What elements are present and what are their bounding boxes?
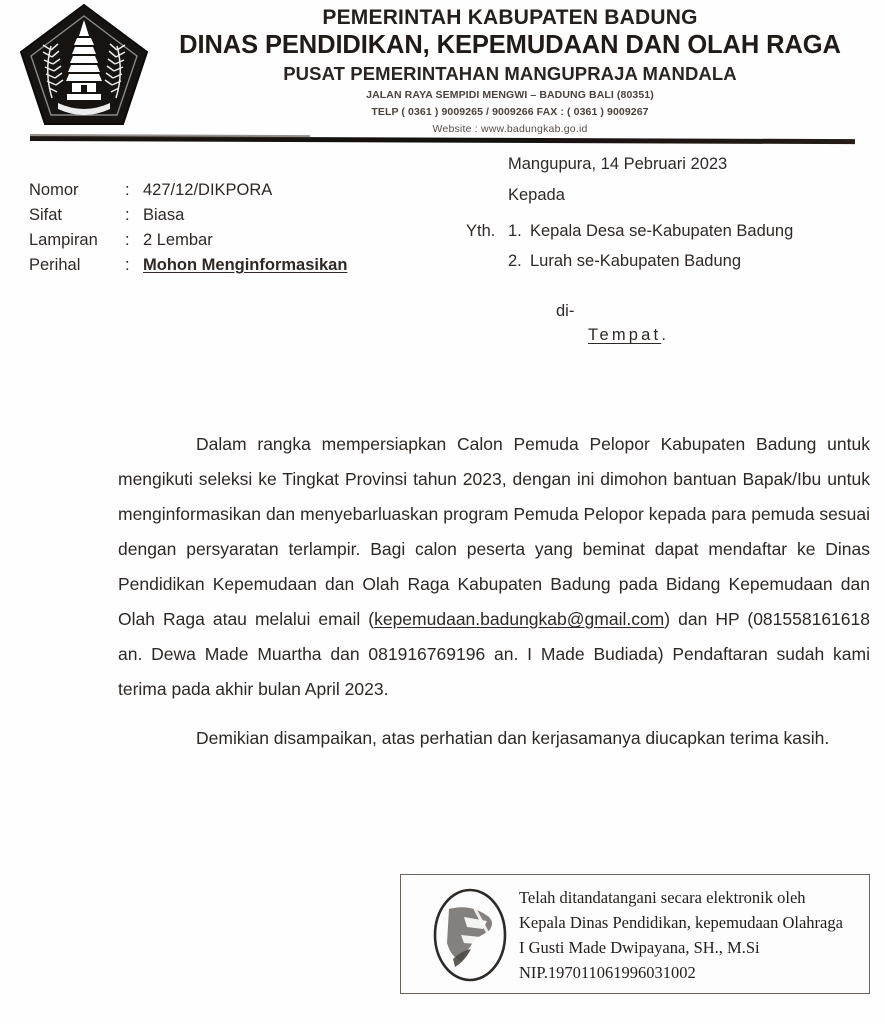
electronic-signature-text	[519, 885, 861, 985]
lampiran-value: 2 Lembar	[143, 231, 213, 249]
recipient-number-2: 2.	[508, 252, 522, 270]
letterhead	[0, 0, 885, 135]
nomor-value: 427/12/DIKPORA	[143, 181, 273, 199]
kepada-label: Kepada	[508, 186, 565, 204]
recipient-row-2	[466, 246, 793, 276]
letterhead-text	[150, 6, 870, 136]
sifat-colon: :	[125, 206, 130, 224]
reference-row-sifat	[29, 203, 429, 228]
recipient-number-1: 1.	[508, 222, 522, 240]
government-name: PEMERINTAH KABUPATEN BADUNG	[322, 6, 698, 29]
body-paragraph-2-text: Demikian disampaikan, atas perhatian dan kerjasamanya diucapkan terima kasih.	[196, 728, 830, 748]
office-center-name: PUSAT PEMERINTAHAN MANGUPRAJA MANDALA	[283, 62, 737, 84]
perihal-label: Perihal	[29, 256, 81, 274]
department-name: DINAS PENDIDIKAN, KEPEMUDAAN DAN OLAH RAGA	[179, 30, 841, 59]
body-paragraph-2	[118, 721, 870, 756]
esign-line-1: Telah ditandatangani secara elektronik oleh	[519, 888, 806, 907]
contact-email: kepemudaan.badungkab@gmail.com	[374, 609, 665, 629]
office-website: Website : www.badungkab.go.id	[432, 122, 588, 135]
lampiran-colon: :	[125, 231, 130, 249]
place-value	[588, 326, 669, 345]
esign-signer-name: I Gusti Made Dwipayana, SH., M.Si	[519, 938, 760, 957]
place-suffix: .	[661, 326, 670, 344]
reference-row-nomor	[29, 178, 429, 203]
place-prefix: di-	[556, 302, 575, 320]
recipient-text-2: Lurah se-Kabupaten Badung	[530, 252, 742, 270]
electronic-signature-seal-icon	[431, 887, 509, 983]
letter-body	[118, 427, 870, 756]
nomor-label: Nomor	[29, 181, 79, 199]
yth-label: Yth.	[466, 222, 496, 240]
body-paragraph-1	[118, 427, 870, 707]
office-address: JALAN RAYA SEMPIDI MENGWI – BADUNG BALI (80351)	[366, 88, 654, 101]
lampiran-label: Lampiran	[29, 231, 98, 249]
perihal-value: Mohon Menginformasikan	[143, 256, 348, 274]
badung-regency-emblem-icon	[18, 2, 150, 128]
office-phone: TELP ( 0361 ) 9009265 / 9009266 FAX : ( 0361 ) 9009267	[371, 105, 649, 118]
reference-block	[29, 178, 429, 278]
esign-line-2: Kepala Dinas Pendidikan, kepemudaan Olahraga	[519, 913, 843, 932]
date-line: Mangupura, 14 Pebruari 2023	[508, 155, 728, 173]
body-paragraph-1-part2: ) dan HP (081558161618 an. Dewa Made Muartha dan 081916769196 an. I Made Budiada) Pendaftaran sudah kami terima pada akhir bulan April 2023.	[118, 609, 870, 699]
electronic-signature-box	[400, 874, 870, 994]
recipient-text-1: Kepala Desa se-Kabupaten Badung	[530, 222, 794, 240]
nomor-colon: :	[125, 181, 130, 199]
esign-nip: NIP.197011061996031002	[519, 963, 696, 982]
sifat-value: Biasa	[143, 206, 185, 224]
reference-row-perihal	[29, 253, 429, 278]
recipient-row-1	[466, 216, 793, 246]
letterhead-divider	[30, 136, 855, 144]
perihal-colon: :	[125, 256, 130, 274]
body-paragraph-1-part1: Dalam rangka mempersiapkan Calon Pemuda Pelopor Kabupaten Badung untuk mengikuti seleksi ke Tingkat Provinsi tahun 2023, dengan ini dimohon bantuan Bapak/Ibu untuk menginformasikan dan menyebarluaskan program Pemuda Pelopor kepada para pemuda sesuai dengan persyaratan terlampir. Bagi calon peserta yang beminat dapat mendaftar ke Dinas Pendidikan Kepemudaan dan Olah Raga Kabupaten Badung pada Bidang Kepemudaan dan Olah Raga atau melalui email (	[118, 434, 870, 629]
recipient-list	[466, 216, 793, 276]
reference-row-lampiran	[29, 228, 429, 253]
place-name: Tempat	[588, 326, 662, 344]
sifat-label: Sifat	[29, 206, 63, 224]
